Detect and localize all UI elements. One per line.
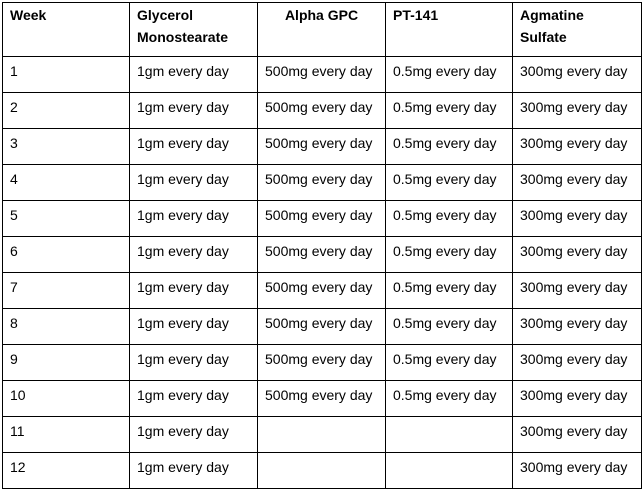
table-row — [3, 93, 642, 129]
cell-week: 4 — [3, 165, 130, 201]
cell-week: 2 — [3, 93, 130, 129]
header-week: Week — [3, 3, 130, 57]
table-row — [3, 57, 642, 93]
cell-alpha-gpc — [258, 417, 386, 453]
cell-alpha-gpc: 500mg every day — [258, 57, 386, 93]
cell-agmatine-sulfate: 300mg every day — [513, 201, 642, 237]
cell-pt-141: 0.5mg every day — [386, 129, 513, 165]
table-row — [3, 201, 642, 237]
cell-alpha-gpc: 500mg every day — [258, 201, 386, 237]
cell-agmatine-sulfate: 300mg every day — [513, 165, 642, 201]
table-row — [3, 381, 642, 417]
cell-pt-141: 0.5mg every day — [386, 57, 513, 93]
cell-week: 8 — [3, 309, 130, 345]
cell-agmatine-sulfate: 300mg every day — [513, 381, 642, 417]
cell-alpha-gpc: 500mg every day — [258, 309, 386, 345]
cell-glycerol-monostearate: 1gm every day — [130, 309, 258, 345]
cell-alpha-gpc: 500mg every day — [258, 165, 386, 201]
cell-alpha-gpc: 500mg every day — [258, 237, 386, 273]
table-row — [3, 129, 642, 165]
cell-agmatine-sulfate: 300mg every day — [513, 57, 642, 93]
cell-pt-141: 0.5mg every day — [386, 381, 513, 417]
cell-agmatine-sulfate: 300mg every day — [513, 129, 642, 165]
cell-glycerol-monostearate: 1gm every day — [130, 165, 258, 201]
cell-pt-141: 0.5mg every day — [386, 345, 513, 381]
cell-week: 5 — [3, 201, 130, 237]
cell-alpha-gpc: 500mg every day — [258, 381, 386, 417]
table-row — [3, 165, 642, 201]
table-row — [3, 417, 642, 453]
cell-week: 6 — [3, 237, 130, 273]
table-header-row — [3, 3, 642, 57]
cell-agmatine-sulfate: 300mg every day — [513, 345, 642, 381]
cell-glycerol-monostearate: 1gm every day — [130, 129, 258, 165]
cell-week: 1 — [3, 57, 130, 93]
cell-glycerol-monostearate: 1gm every day — [130, 201, 258, 237]
cell-week: 10 — [3, 381, 130, 417]
header-alpha-gpc: Alpha GPC — [258, 3, 386, 57]
cell-glycerol-monostearate: 1gm every day — [130, 381, 258, 417]
cell-agmatine-sulfate: 300mg every day — [513, 93, 642, 129]
cell-glycerol-monostearate: 1gm every day — [130, 237, 258, 273]
cell-alpha-gpc: 500mg every day — [258, 93, 386, 129]
cell-week: 11 — [3, 417, 130, 453]
table-row — [3, 273, 642, 309]
cell-pt-141 — [386, 417, 513, 453]
cell-pt-141 — [386, 453, 513, 489]
cell-pt-141: 0.5mg every day — [386, 93, 513, 129]
cell-week: 7 — [3, 273, 130, 309]
dosage-schedule-table — [2, 2, 642, 489]
table-row — [3, 309, 642, 345]
cell-glycerol-monostearate: 1gm every day — [130, 345, 258, 381]
cell-week: 3 — [3, 129, 130, 165]
cell-glycerol-monostearate: 1gm every day — [130, 273, 258, 309]
cell-agmatine-sulfate: 300mg every day — [513, 237, 642, 273]
cell-agmatine-sulfate: 300mg every day — [513, 453, 642, 489]
cell-week: 9 — [3, 345, 130, 381]
cell-glycerol-monostearate: 1gm every day — [130, 57, 258, 93]
cell-glycerol-monostearate: 1gm every day — [130, 453, 258, 489]
cell-pt-141: 0.5mg every day — [386, 201, 513, 237]
table-row — [3, 237, 642, 273]
cell-glycerol-monostearate: 1gm every day — [130, 93, 258, 129]
cell-alpha-gpc: 500mg every day — [258, 129, 386, 165]
cell-week: 12 — [3, 453, 130, 489]
cell-pt-141: 0.5mg every day — [386, 165, 513, 201]
table-row — [3, 345, 642, 381]
cell-agmatine-sulfate: 300mg every day — [513, 417, 642, 453]
cell-agmatine-sulfate: 300mg every day — [513, 273, 642, 309]
cell-pt-141: 0.5mg every day — [386, 273, 513, 309]
header-glycerol-monostearate: Glycerol Monostearate — [130, 3, 258, 57]
cell-glycerol-monostearate: 1gm every day — [130, 417, 258, 453]
header-pt-141: PT-141 — [386, 3, 513, 57]
cell-alpha-gpc: 500mg every day — [258, 345, 386, 381]
cell-alpha-gpc: 500mg every day — [258, 273, 386, 309]
table-row — [3, 453, 642, 489]
cell-alpha-gpc — [258, 453, 386, 489]
cell-agmatine-sulfate: 300mg every day — [513, 309, 642, 345]
header-agmatine-sulfate: Agmatine Sulfate — [513, 3, 642, 57]
cell-pt-141: 0.5mg every day — [386, 309, 513, 345]
cell-pt-141: 0.5mg every day — [386, 237, 513, 273]
